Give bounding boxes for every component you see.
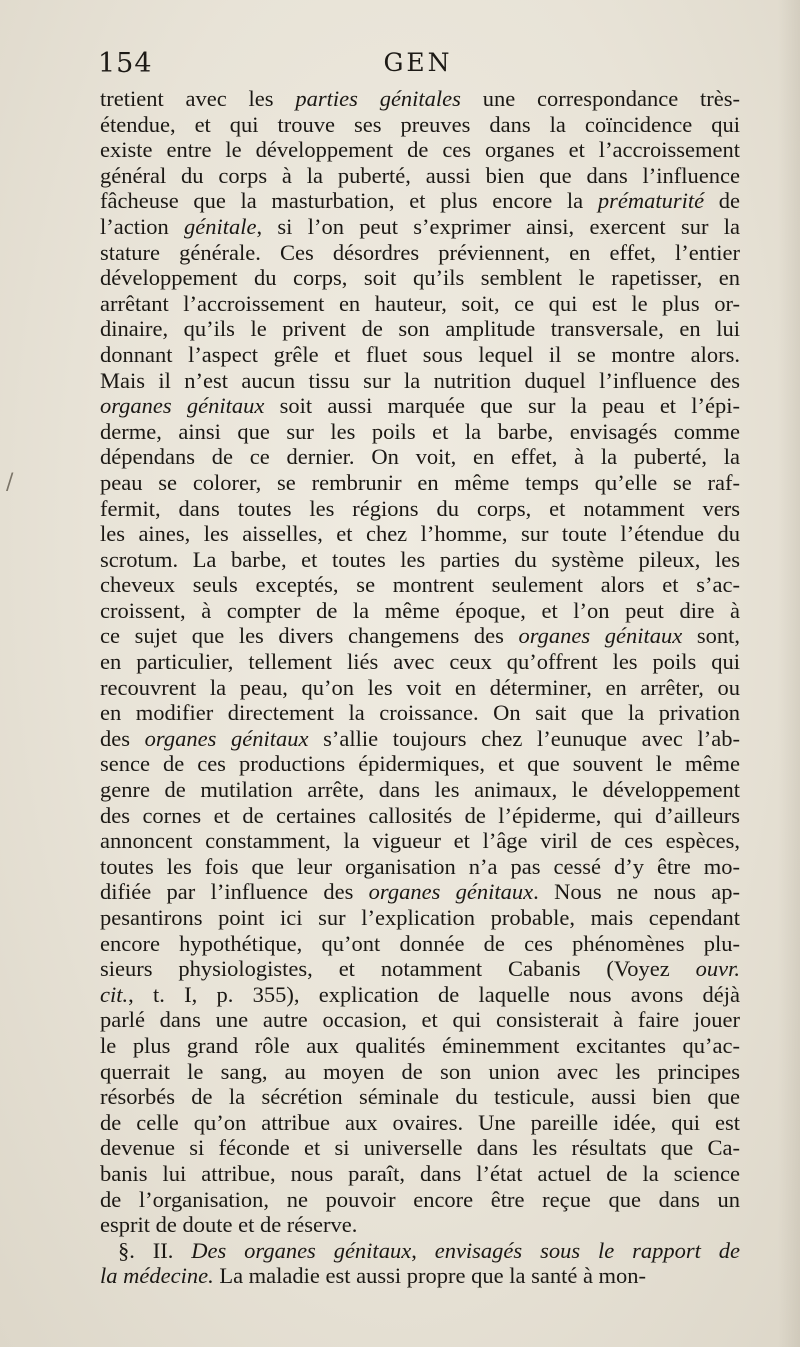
italic-text: organes génitaux: [100, 393, 265, 419]
text-line: [100, 1007, 740, 1033]
text-line: [100, 1135, 740, 1161]
text-run: recouvrent la peau, qu’on les voit en déterminer, en arrêter, ou: [100, 674, 740, 700]
text-line: [100, 1263, 740, 1289]
text-run: étendue, et qui trouve ses preuves dans la coïncidence qui: [100, 111, 740, 137]
text-run: encore hypothétique, qu’ont donnée de ces phénomènes plu-: [100, 930, 740, 956]
text-line: [100, 1059, 740, 1085]
text-run: sieurs physiologistes, et notamment Cabanis (Voyez: [100, 956, 696, 982]
text-run: de l’organisation, ne pouvoir encore être reçue que dans un: [100, 1186, 740, 1212]
text-line: [100, 496, 740, 522]
page-header: [98, 48, 738, 84]
text-line: [100, 137, 740, 163]
text-run: devenue si féconde et si universelle dans les résultats que Ca-: [100, 1135, 740, 1161]
text-line: [100, 675, 740, 701]
text-run: pesantirons point ici sur l’explication probable, mais cependant: [100, 905, 740, 930]
text-run: donnant l’aspect grêle et fluet sous lequel il se montre alors.: [100, 341, 740, 367]
text-line: [100, 854, 740, 880]
text-line: [100, 444, 740, 470]
italic-text: parties génitales: [295, 86, 461, 111]
italic-text: organes génitaux: [144, 725, 309, 751]
text-line: [100, 521, 740, 547]
text-run: en particulier, tellement liés avec ceux qu’offrent les poils qui: [100, 649, 740, 675]
text-run: résorbés de la sécrétion séminale du testicule, aussi bien que: [100, 1084, 740, 1110]
text-line: [100, 931, 740, 957]
text-run: difiée par l’influence des: [100, 879, 369, 905]
text-line: [100, 649, 740, 675]
text-line: [100, 86, 740, 112]
text-run: l’action: [100, 213, 185, 239]
text-run: fâcheuse que la masturbation, et plus encore la: [100, 188, 598, 214]
text-line: [100, 751, 740, 777]
text-run: ,: [411, 1237, 435, 1263]
italic-text: envisagés sous le rapport de: [434, 1237, 740, 1263]
body-text: [100, 86, 740, 1289]
text-line: [100, 623, 740, 649]
text-run: des: [100, 725, 145, 751]
text-line: [100, 291, 740, 317]
text-run: arrêtant l’accroissement en hauteur, soit, ce qui est le plus or-: [100, 290, 740, 316]
margin-mark: /: [6, 470, 14, 495]
text-line: [100, 572, 740, 598]
text-run: général du corps à la puberté, aussi bien que dans l’influence: [100, 162, 740, 188]
text-run: de celle qu’on attribue aux ovaires. Une pareille idée, qui est: [100, 1109, 740, 1135]
text-line: [100, 470, 740, 496]
text-line: [100, 342, 740, 368]
text-run: sont,: [682, 623, 741, 649]
text-run: stature générale. Ces désordres préviennent, en effet, l’entier: [100, 239, 740, 265]
text-line: [100, 419, 740, 445]
text-run: peau se colorer, se rembrunir en même temps qu’elle se raf-: [100, 469, 740, 495]
text-run: développement du corps, soit qu’ils semblent le rapetisser, en: [100, 265, 740, 291]
text-run: une correspondance très-: [460, 86, 740, 111]
italic-text: génitale: [184, 213, 257, 239]
text-run: , t. I, p. 355), explication de laquelle nous avons déjà: [128, 981, 740, 1007]
text-run: le plus grand rôle aux qualités éminemment excitantes qu’ac-: [100, 1032, 740, 1058]
italic-text: prématurité: [597, 188, 705, 214]
text-run: scrotum. La barbe, et toutes les parties du système pileux, les: [100, 546, 740, 572]
text-line: [100, 1238, 740, 1264]
running-head: GEN: [383, 48, 453, 77]
page-edge-shadow: [778, 0, 800, 1347]
text-line: [100, 726, 740, 752]
text-run: tretient avec les: [100, 86, 296, 111]
text-line: [100, 982, 740, 1008]
text-line: [100, 393, 740, 419]
text-run: croissent, à compter de la même époque, et l’on peut dire à: [100, 597, 740, 623]
text-line: [100, 112, 740, 138]
text-run: s’allie toujours chez l’eunuque avec l’ab-: [308, 725, 741, 751]
text-line: [100, 828, 740, 854]
text-run: §. II.: [118, 1237, 192, 1263]
text-run: dépendans de ce dernier. On voit, en effet, à la puberté, la: [100, 444, 740, 470]
text-line: [100, 777, 740, 803]
text-line: [100, 803, 740, 829]
text-line: [100, 1161, 740, 1187]
text-run: esprit de doute et de réserve.: [100, 1212, 358, 1238]
text-line: [100, 240, 740, 266]
text-run: en modifier directement la croissance. On sait que la privation: [100, 700, 740, 726]
italic-text: la médecine.: [100, 1263, 214, 1289]
text-line: [100, 1084, 740, 1110]
italic-text: organes génitaux: [368, 879, 534, 905]
text-run: annoncent constamment, la vigueur et l’âge viril de ces espèces,: [100, 828, 740, 854]
text-line: [100, 1033, 740, 1059]
text-run: les aines, les aisselles, et chez l’homme, sur toute l’étendue du: [100, 521, 740, 547]
text-run: fermit, dans toutes les régions du corps, et notamment vers: [100, 495, 740, 521]
text-run: ce sujet que les divers changemens des: [100, 623, 519, 649]
text-run: cheveux seuls exceptés, se montrent seulement alors et s’ac-: [100, 572, 740, 598]
text-run: dinaire, qu’ils le privent de son amplitude transversale, en lui: [100, 316, 740, 342]
italic-text: Des organes génitaux: [191, 1237, 412, 1263]
text-line: [100, 598, 740, 624]
text-run: soit aussi marquée que sur la peau et l’épi-: [264, 393, 741, 419]
text-line: [100, 905, 740, 931]
text-run: querrait le sang, au moyen de son union avec les principes: [100, 1058, 740, 1084]
text-line: [100, 265, 740, 291]
text-run: La maladie est aussi propre que la santé à mon-: [213, 1263, 647, 1289]
text-run: parlé dans une autre occasion, et qui consisterait à faire jouer: [100, 1007, 740, 1033]
text-run: genre de mutilation arrête, dans les animaux, le développement: [100, 777, 740, 803]
text-run: existe entre le développement de ces organes et l’accroissement: [100, 137, 740, 163]
text-line: [100, 214, 740, 240]
italic-text: cit.: [100, 981, 129, 1007]
text-run: . Nous ne nous ap-: [533, 879, 741, 905]
text-run: derme, ainsi que sur les poils et la barbe, envisagés comme: [100, 418, 740, 444]
text-run: sence de ces productions épidermiques, et que souvent le même: [100, 751, 740, 777]
italic-text: ouvr.: [695, 956, 740, 982]
text-run: banis lui attribue, nous paraît, dans l’état actuel de la science: [100, 1160, 740, 1186]
page-number: 154: [98, 48, 153, 79]
text-line: [100, 188, 740, 214]
text-run: toutes les fois que leur organisation n’a pas cessé d’y être mo-: [100, 853, 740, 879]
text-run: de: [704, 188, 740, 214]
text-line: [100, 956, 740, 982]
text-line: [100, 1110, 740, 1136]
italic-text: organes génitaux: [518, 623, 683, 649]
text-run: Mais il n’est aucun tissu sur la nutrition duquel l’influence des: [100, 367, 740, 393]
text-line: [100, 1187, 740, 1213]
text-line: [100, 368, 740, 394]
text-line: [100, 547, 740, 573]
text-line: [100, 316, 740, 342]
text-line: [100, 1212, 740, 1238]
text-line: [100, 700, 740, 726]
text-line: [100, 163, 740, 189]
text-run: , si l’on peut s’exprimer ainsi, exercent sur la: [256, 213, 740, 239]
text-run: des cornes et de certaines callosités de l’épiderme, qui d’ailleurs: [100, 802, 740, 828]
text-line: [100, 879, 740, 905]
